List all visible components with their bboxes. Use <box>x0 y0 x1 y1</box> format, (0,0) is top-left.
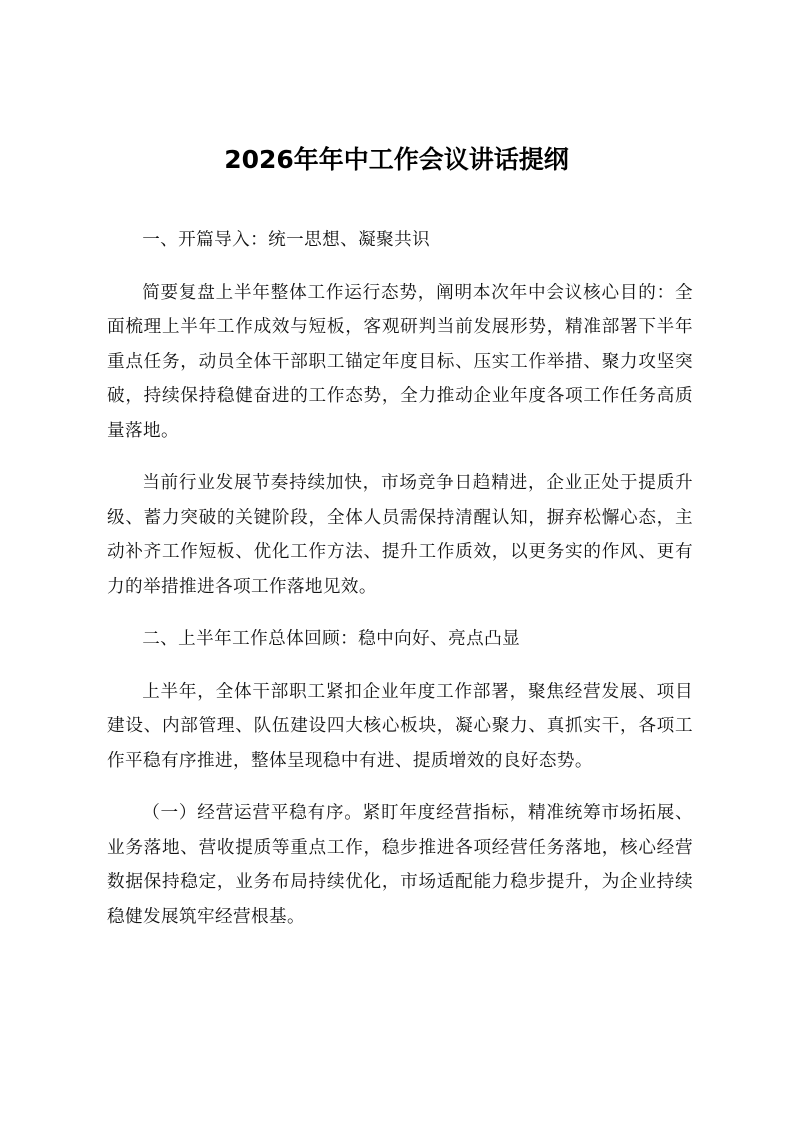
section-heading-opening: 一、开篇导入：统一思想、凝聚共识 <box>142 230 431 250</box>
document-title: 2026年年中工作会议讲话提纲 <box>224 145 569 174</box>
section-heading-review: 二、上半年工作总体回顾：稳中向好、亮点凸显 <box>142 629 521 649</box>
document-body <box>107 223 693 952</box>
paragraph: 上半年，全体干部职工紧扣企业年度工作部署，聚焦经营发展、项目建设、内部管理、队伍建设四大核心板块，凝心聚力、真抓实干，各项工作平稳有序推进，整体呈现稳中有进、提质增效的良好态势。 <box>107 681 693 771</box>
paragraph: （一）经营运营平稳有序。紧盯年度经营指标，精准统筹市场拓展、业务落地、营收提质等重点工作，稳步推进各项经营任务落地，核心经营数据保持稳定，业务布局持续优化，市场适配能力稳步提升，为企业持续稳健发展筑牢经营根基。 <box>107 803 693 927</box>
paragraph: 简要复盘上半年整体工作运行态势，阐明本次年中会议核心目的：全面梳理上半年工作成效与短板，客观研判当前发展形势，精准部署下半年重点任务，动员全体干部职工锚定年度目标、压实工作举措、聚力攻坚突破，持续保持稳健奋进的工作态势，全力推动企业年度各项工作任务高质量落地。 <box>107 282 693 441</box>
paragraph: 当前行业发展节奏持续加快，市场竞争日趋精进，企业正处于提质升级、蓄力突破的关键阶段，全体人员需保持清醒认知，摒弃松懈心态，主动补齐工作短板、优化工作方法、提升工作质效，以更务实的作风、更有力的举措推进各项工作落地见效。 <box>107 473 693 597</box>
